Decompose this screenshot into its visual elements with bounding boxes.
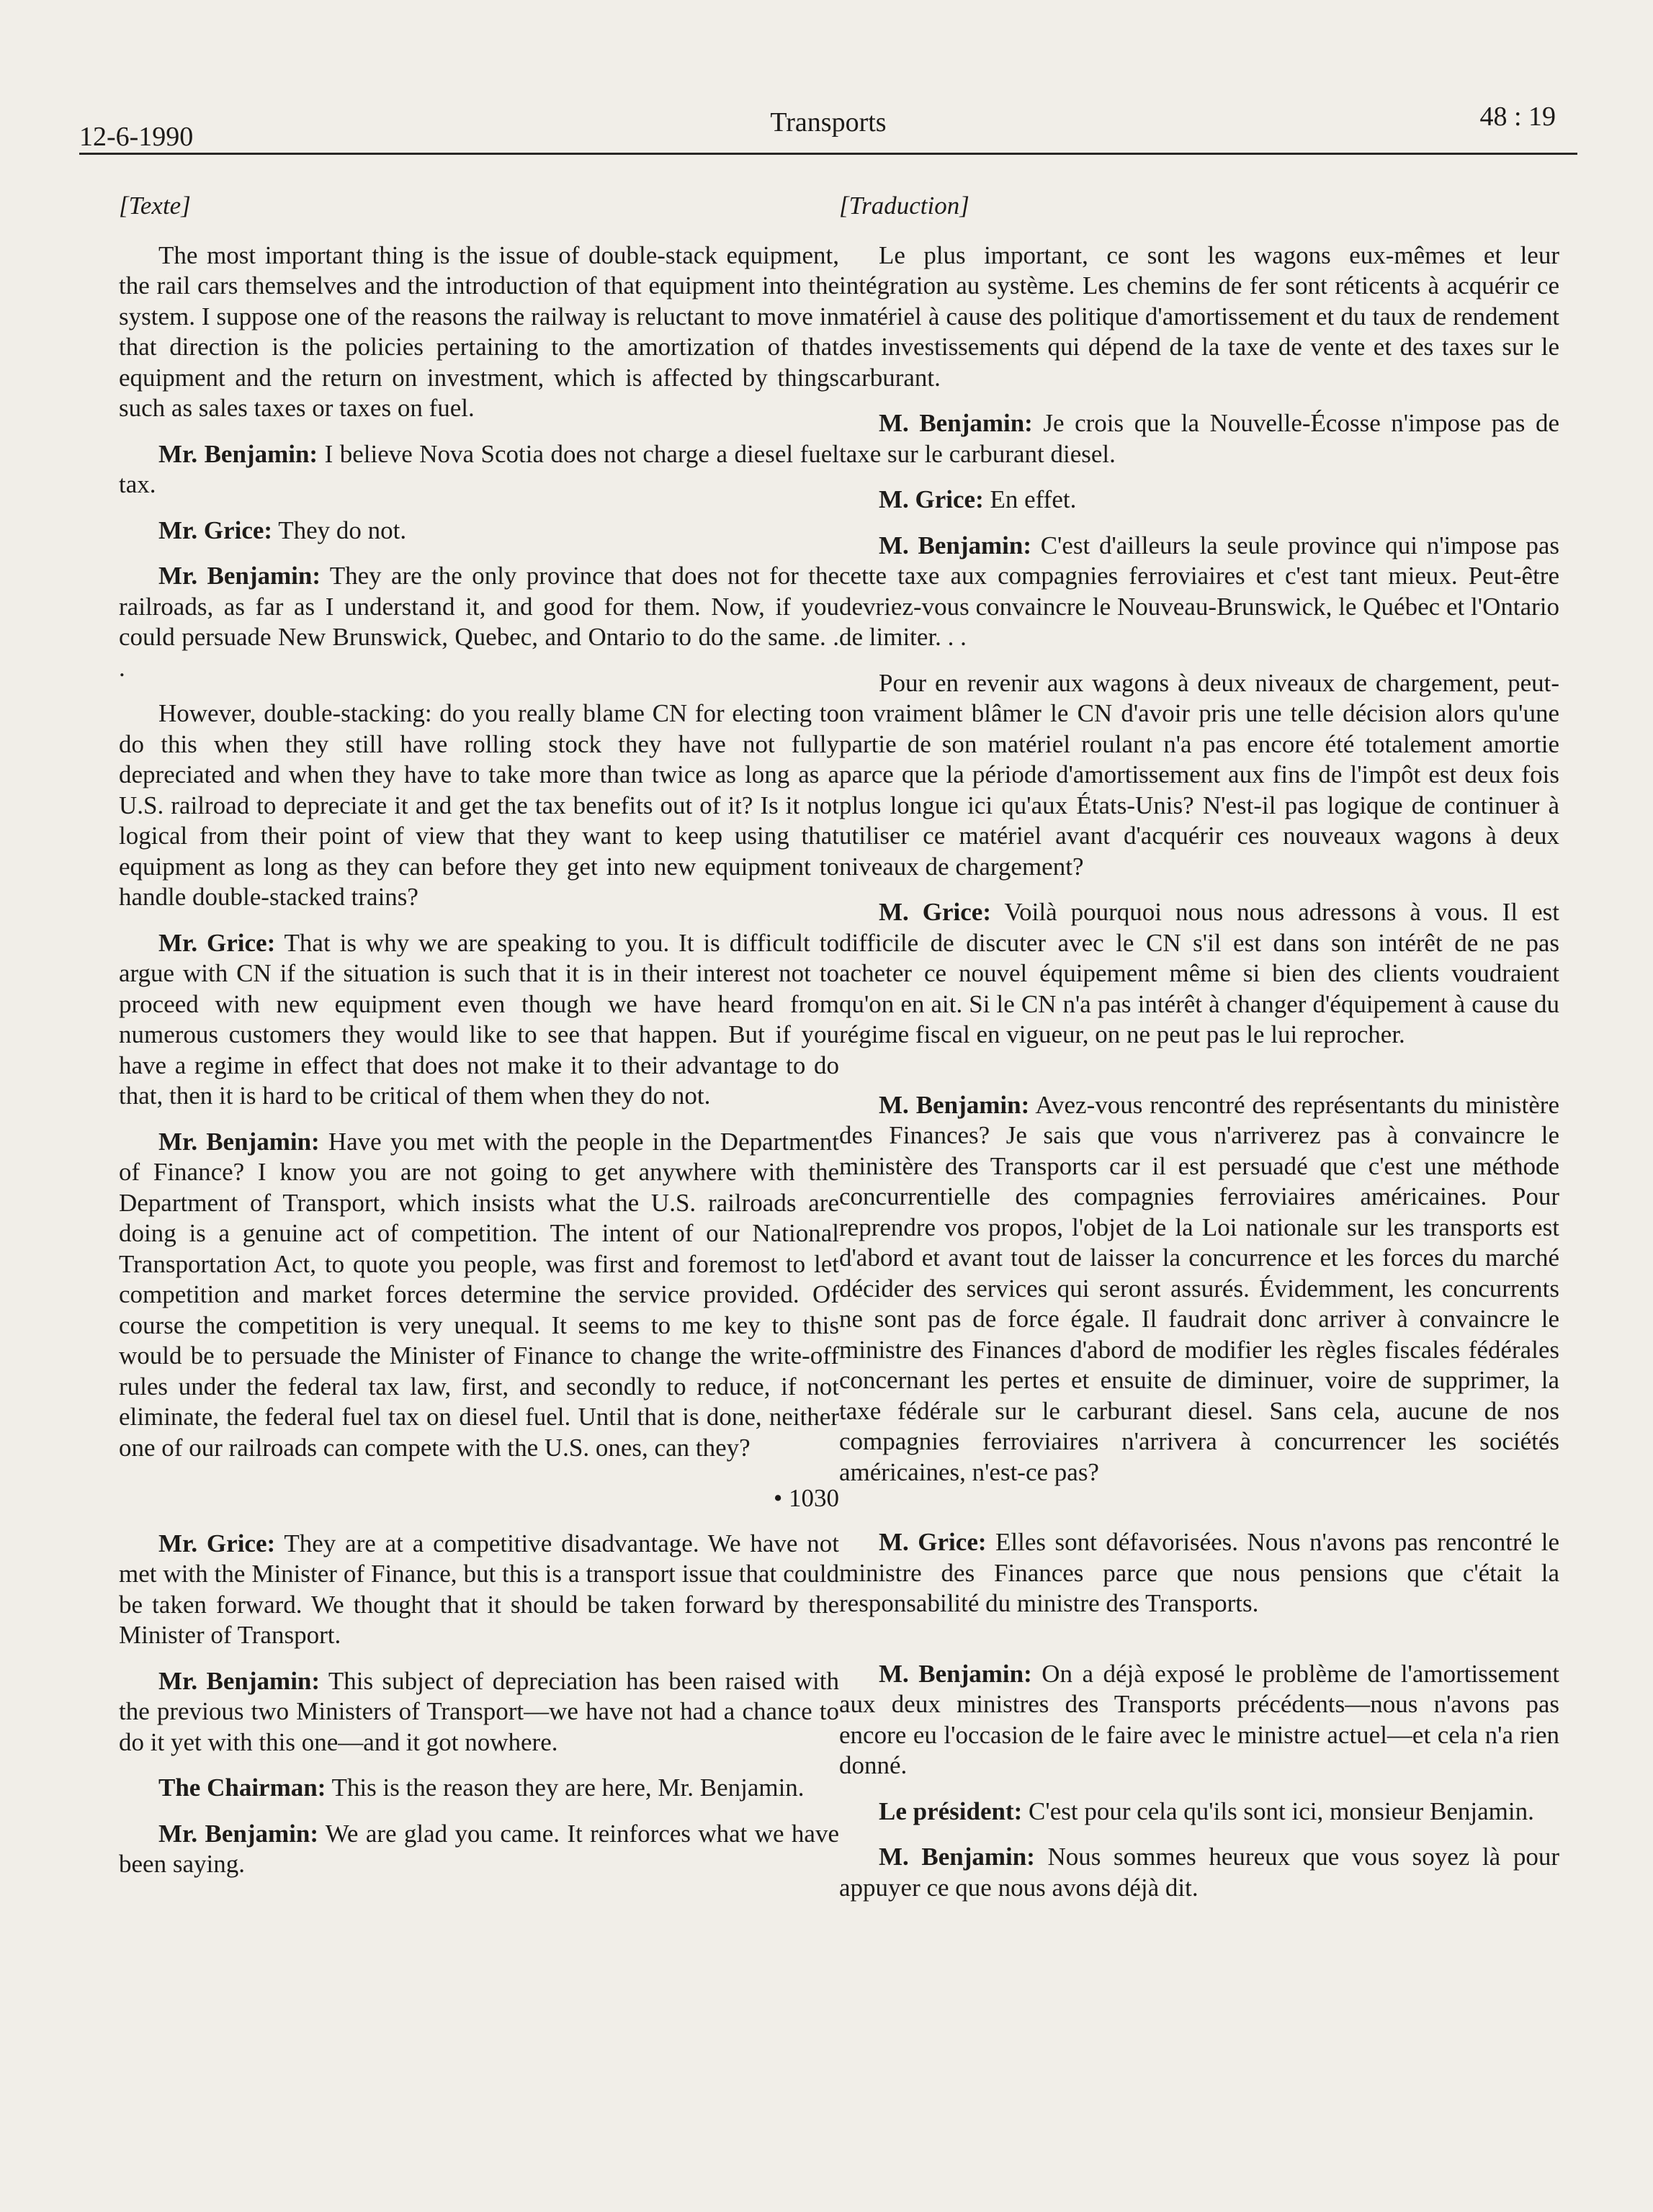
paragraph xyxy=(119,1529,839,1651)
paragraph xyxy=(119,1127,839,1464)
paragraph xyxy=(839,1842,1559,1903)
speaker-name: M. Benjamin: xyxy=(879,409,1033,437)
speaker-name: The Chairman: xyxy=(158,1773,326,1802)
header-page-number: 48 : 19 xyxy=(1479,102,1556,132)
header-date: 12-6-1990 xyxy=(79,122,194,152)
paragraph xyxy=(119,1819,839,1880)
spacer xyxy=(839,1635,1559,1659)
speaker-name: M. Benjamin: xyxy=(879,531,1031,559)
paragraph: Pour en revenir aux wagons à deux niveaux de chargement, peut-on vraiment blâmer le CN d'avoir pris une telle décision alors qu'une partie de son matériel roulant n'a pas encore été totalement amortie parce que la période d'amortissement aux fins de l'impôt est deux fois plus longue ici qu'aux États-Unis? N'est-il pas logique de continuer à utiliser ce matériel avant d'acquérir ces nouveaux wagons à deux niveaux de chargement? xyxy=(839,668,1559,881)
speaker-name: M. Benjamin: xyxy=(879,1659,1032,1688)
paragraph xyxy=(119,516,839,547)
speech-text: En effet. xyxy=(983,485,1077,513)
paragraph xyxy=(839,1797,1559,1827)
spacer xyxy=(839,1066,1559,1090)
paragraph xyxy=(119,561,839,683)
speech-text: C'est d'ailleurs la seule province qui n'impose pas cette taxe aux compagnies ferroviaires et c'est tant mieux. Peut-être devriez-vous convaincre le Nouveau-Brunswick, le Québec et l'Ontario de limiter. . . xyxy=(839,531,1559,651)
speaker-name: M. Grice: xyxy=(879,485,984,513)
speech-text: I believe Nova Scotia does not charge a diesel fuel tax. xyxy=(119,439,839,498)
paragraph xyxy=(839,1090,1559,1488)
spacer xyxy=(839,1503,1559,1527)
speaker-name: Mr. Benjamin: xyxy=(158,439,318,468)
speaker-name: Mr. Grice: xyxy=(158,1529,276,1557)
speech-text: Je crois que la Nouvelle-Écosse n'impose pas de taxe sur le carburant diesel. xyxy=(839,409,1559,468)
speaker-name: Mr. Grice: xyxy=(158,928,276,957)
paragraph xyxy=(119,1773,839,1804)
text-marker: [Texte] xyxy=(119,192,191,220)
paragraph: However, double-stacking: do you really blame CN for electing to do this when they still have rolling stock they have not fully depreciated and when they have to take more than twice as long as a U.S. railroad to depreciate it and get the tax benefits out of it? Is it not logical from their point of view that they want to keep using that equipment as long as they can before they get into new equipment to handle double-stacked trains? xyxy=(119,699,839,911)
speaker-name: M. Benjamin: xyxy=(879,1090,1030,1119)
speech-text: Avez-vous rencontré des représentants du ministère des Finances? Je sais que vous n'arriverez pas à convaincre le ministère des Transports car il est persuadé que c'est une méthode concurrentielle des compagnies ferroviaires américaines. Pour reprendre vos propos, l'objet de la Loi nationale sur les transports est d'abord et avant tout de laisser la concurrence et les forces du marché décider des services qui seront assurés. Évidemment, les concurrents ne sont pas de force égale. Il faudrait donc arriver à convaincre le ministre des Finances d'abord de modifier les règles fiscales fédérales concernant les pertes et ensuite de diminuer, voire de supprimer, la taxe fédérale sur le carburant diesel. Sans cela, aucune de nos compagnies ferroviaires n'arrivera à concurrencer les sociétés américaines, n'est-ce pas? xyxy=(839,1090,1559,1486)
speech-text: Have you met with the people in the Department of Finance? I know you are not going to get anywhere with the Department of Transport, which insists what the U.S. railroads are doing is a genuine act of competition. The intent of our National Transportation Act, to quote you people, was first and foremost to let competition and market forces determine the service provided. Of course the competition is very unequal. It seems to me key to this would be to persuade the Minister of Finance to change the write-off rules under the federal tax law, first, and secondly to reduce, if not eliminate, the federal fuel tax on diesel fuel. Until that is done, neither one of our railroads can compete with the U.S. ones, can they? xyxy=(119,1127,839,1462)
paragraph xyxy=(119,928,839,1112)
speech-text: C'est pour cela qu'ils sont ici, monsieur Benjamin. xyxy=(1022,1797,1534,1825)
paragraph xyxy=(839,531,1559,653)
paragraph xyxy=(839,1659,1559,1781)
page-header xyxy=(79,101,1577,158)
speech-text: This is the reason they are here, Mr. Benjamin. xyxy=(326,1773,805,1802)
speech-text: They do not. xyxy=(272,516,407,544)
speech-text: They are at a competitive disadvantage. We have not met with the Minister of Finance, but this is a transport issue that could be taken forward. We thought that it should be taken forward by the Minister of Transport. xyxy=(119,1529,839,1649)
speech-text: Elles sont défavorisées. Nous n'avons pas rencontré le ministre des Finances parce que nous pensions que c'était la responsabilité du ministre des Transports. xyxy=(839,1528,1560,1617)
speaker-name: M. Benjamin: xyxy=(879,1843,1035,1871)
speaker-name: Mr. Benjamin: xyxy=(158,1666,321,1695)
paragraph xyxy=(119,1666,839,1758)
speaker-name: Mr. Benjamin: xyxy=(158,1819,318,1848)
header-rule xyxy=(79,153,1577,155)
speaker-name: Mr. Benjamin: xyxy=(158,1127,320,1156)
french-column xyxy=(839,191,1559,1918)
paragraph xyxy=(839,1527,1559,1619)
speech-text: On a déjà exposé le problème de l'amortissement aux deux ministres des Transports précédents—nous n'avons pas encore eu l'occasion de le faire avec le ministre actuel—et cela n'a rien donné. xyxy=(839,1659,1559,1779)
speech-text: Nous sommes heureux que vous soyez là pour appuyer ce que nous avons déjà dit. xyxy=(839,1843,1559,1902)
speech-text: We are glad you came. It reinforces what we have been saying. xyxy=(119,1819,839,1878)
speech-text: This subject of depreciation has been raised with the previous two Ministers of Transport—we have not had a chance to do it yet with this one—and it got nowhere. xyxy=(119,1666,840,1756)
speaker-name: Le président: xyxy=(879,1797,1023,1825)
speaker-name: Mr. Benjamin: xyxy=(158,562,321,590)
speaker-name: Mr. Grice: xyxy=(158,516,273,544)
paragraph xyxy=(839,485,1559,516)
speech-text: Voilà pourquoi nous nous adressons à vous. Il est difficile de discuter avec le CN s'il est dans son intérêt de ne pas acheter ce nouvel équipement même si bien des clients voudraient qu'on en ait. Si le CN n'a pas intérêt à changer d'équipement à cause du régime fiscal en vigueur, on ne peut pas le lui reprocher. xyxy=(839,898,1559,1048)
paragraph xyxy=(839,897,1559,1051)
paragraph: The most important thing is the issue of double-stack equipment, the rail cars themselves and the introduction of that equipment into the system. I suppose one of the reasons the railway is reluctant to move in that direction is the policies pertaining to the amortization of that equipment and the return on investment, which is affected by things such as sales taxes or taxes on fuel. xyxy=(119,240,839,422)
paragraph xyxy=(839,408,1559,469)
speaker-name: M. Grice: xyxy=(879,1528,987,1556)
english-column xyxy=(119,191,839,1895)
paragraph xyxy=(119,439,839,500)
header-title: Transports xyxy=(770,107,887,138)
paragraph: Le plus important, ce sont les wagons eux-mêmes et leur intégration au système. Les chemins de fer sont réticents à acquérir ce matériel à cause des politique d'amortissement et du taux de rendement des investissements qui dépend de la taxe de vente et des taxes sur le carburant. xyxy=(839,240,1559,392)
speech-text: They are the only province that does not for the railroads, as far as I understand it, and good for them. Now, if you could persuade New Brunswick, Quebec, and Ontario to do the same. . . xyxy=(119,562,840,682)
speaker-name: M. Grice: xyxy=(879,898,991,926)
speech-text: That is why we are speaking to you. It is difficult to argue with CN if the situation is such that it is in their interest not to proceed with new equipment even though we have heard from numerous customers they would like to see that happen. But if you have a regime in effect that does not make it to their advantage to do that, then it is hard to be critical of them when they do not. xyxy=(119,928,839,1110)
time-marker: • 1030 xyxy=(773,1484,839,1512)
translation-marker: [Traduction] xyxy=(839,192,969,220)
